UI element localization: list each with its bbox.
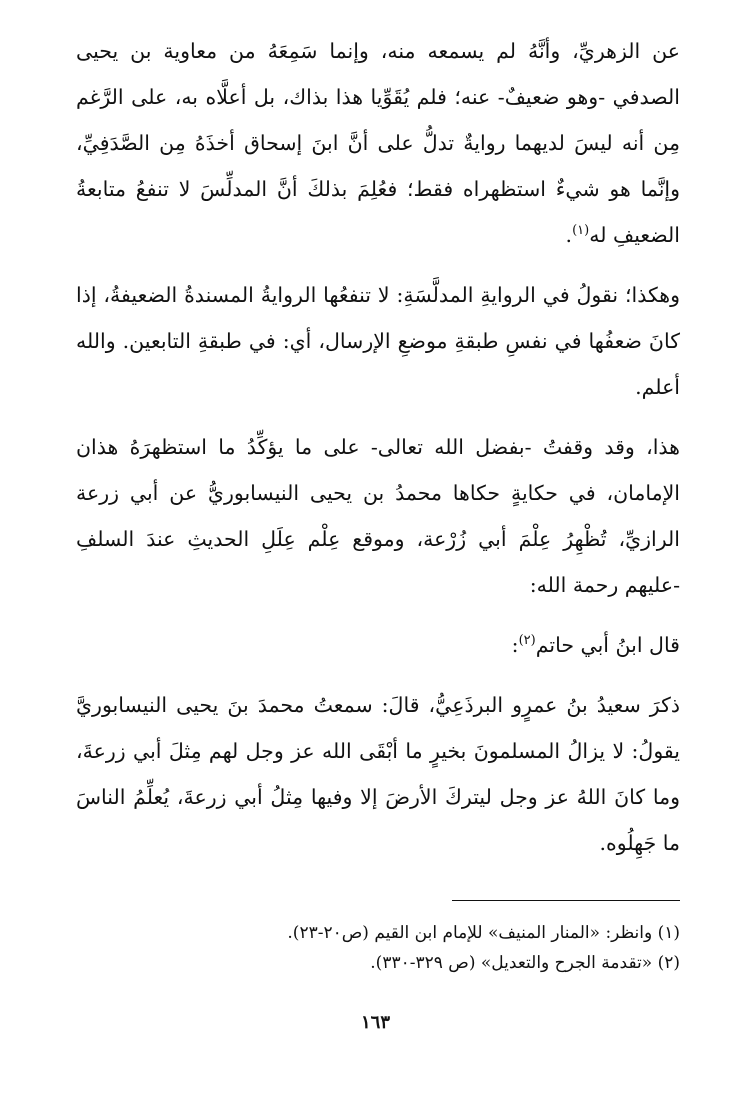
footnote-divider — [452, 900, 680, 901]
paragraph-4 — [76, 622, 680, 668]
paragraph-2: وهكذا؛ نقولُ في الروايةِ المدلَّسَةِ: لا تنفعُها الروايةُ المسندةُ الضعيفةُ، إذا كانَ ضعفُها في نفسِ طبقةِ موضعِ الإرسال، أي: في طبقةِ التابعين. والله أعلم. — [76, 283, 680, 399]
footnote-ref-2[interactable]: (٢) — [518, 633, 536, 649]
footnotes — [160, 918, 680, 978]
paragraph-3: هذا، وقد وقفتُ -بفضل الله تعالى- على ما يؤكِّدُ ما استظهرَهُ هذان الإمامان، في حكايةٍ حكاها محمدُ بن يحيى النيسابوريُّ عن أبي زرعة الرازيِّ، تُظْهِرُ عِلْمَ أبي زُرْعة، وموقع عِلْم عِلَلِ الحديثِ عندَ السلفِ -عليهم رحمة الله: — [76, 435, 680, 597]
page-body — [76, 28, 680, 866]
paragraph-1 — [76, 28, 680, 258]
footnote-2: (٢) «تقدمة الجرح والتعديل» (ص ٣٢٩-٣٣٠). — [370, 953, 680, 973]
footnote-ref-1[interactable]: (١) — [572, 223, 590, 239]
paragraph-5: ذكرَ سعيدُ بنُ عمرٍو البرذَعِيُّ، قالَ: سمعتُ محمدَ بنَ يحيى النيسابوريَّ يقولُ: لا يزالُ المسلمونَ بخيرٍ ما أبْقَى الله عز وجل لهم مِثلَ أبي زرعةَ، وما كانَ اللهُ عز وجل ليتركَ الأرضَ إلا وفيها مِثلُ أبي زرعةَ، يُعلِّمُ الناسَ ما جَهِلُوه. — [76, 693, 680, 855]
paragraph-1-text: عن الزهريِّ، وأنَّهُ لم يسمعه منه، وإنما سَمِعَهُ من معاوية بن يحيى الصدفي -وهو ضعيفٌ- عنه؛ فلم يُقَوِّيا هذا بذاك، بل أعلَّاه به، على الرَّغم مِن أنه ليسَ لديهما روايةٌ تدلُّ على أنَّ ابنَ إسحاق أخذَهُ مِن الصَّدَفِيِّ، وإنَّما هو شيءٌ استظهراه فقط؛ فعُلِمَ بذلكَ أنَّ المدلِّسَ لا تنفعُ متابعةُ الضعيفِ له — [76, 39, 680, 247]
paragraph-4-end: : — [511, 633, 519, 657]
paragraph-4-text: قال ابنُ أبي حاتم — [535, 633, 680, 657]
paragraph-1-end: . — [565, 223, 573, 247]
footnote-1: (١) وانظر: «المنار المنيف» للإمام ابن القيم (ص٢٠-٢٣). — [287, 923, 680, 943]
page-number: ١٦٣ — [360, 1012, 390, 1033]
